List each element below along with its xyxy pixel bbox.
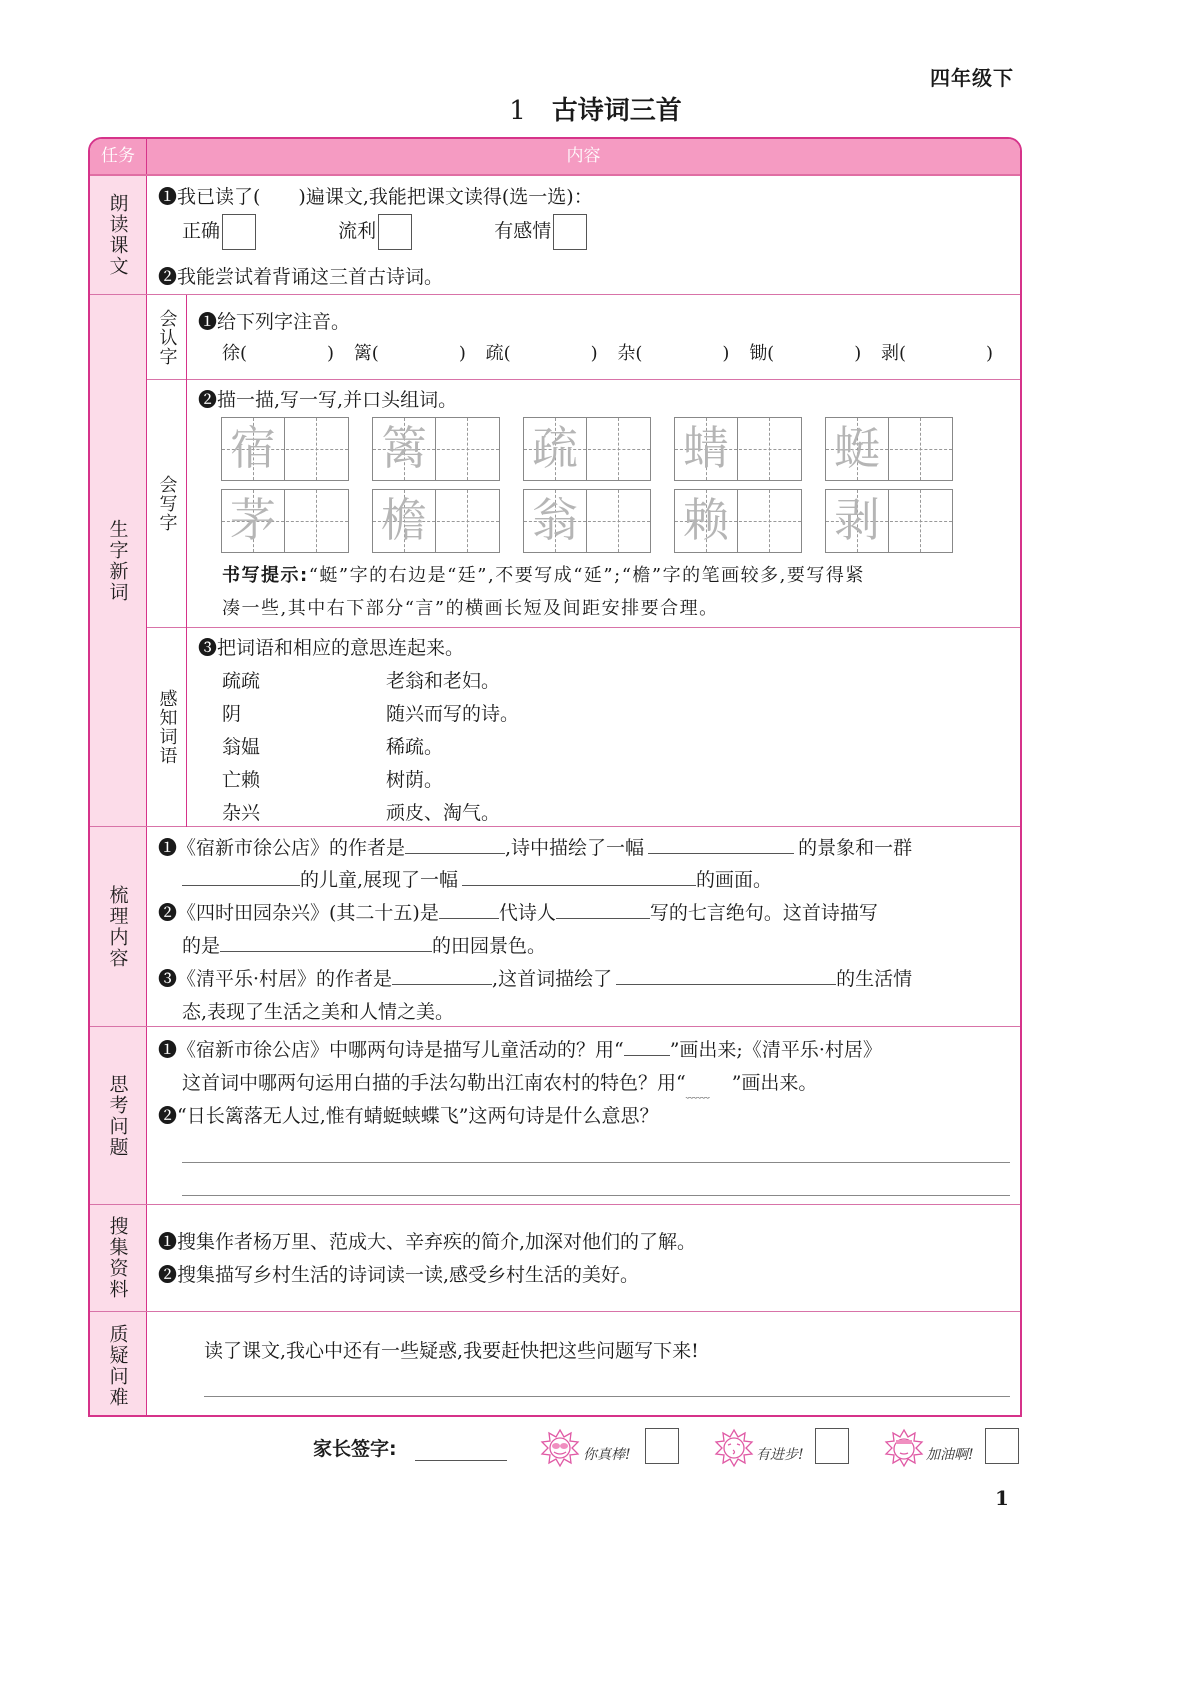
stamp-checkbox-progress[interactable] xyxy=(815,1428,849,1464)
writing-grid[interactable]: 赖 xyxy=(674,489,802,553)
option-emotion-label: 有感情 xyxy=(494,220,552,242)
row-collect xyxy=(90,1205,1020,1312)
reading-q2: ❷我能尝试着背诵这三首古诗词。 xyxy=(158,266,444,288)
answer-blank[interactable] xyxy=(556,899,650,919)
lesson-title-text: 古诗词三首 xyxy=(551,96,682,126)
writing-grid[interactable]: 茅 xyxy=(221,489,349,553)
label-collect: 搜集资料 xyxy=(90,1205,147,1311)
label-new-words: 生字新词 xyxy=(90,295,147,826)
label-sort-content: 梳理内容 xyxy=(90,827,147,1026)
collect-q1: ❶搜集作者杨万里、范成大、辛弃疾的简介,加深对他们的了解。 xyxy=(158,1231,697,1253)
recognize-chars: 徐( ) 篱( ) 疏( ) 杂( ) 锄( ) 剥( ) xyxy=(222,343,994,364)
writing-grid[interactable]: 篱 xyxy=(372,417,500,481)
underline-sample xyxy=(624,1036,670,1056)
write-prompt: ❷描一描,写一写,并口头组词。 xyxy=(198,389,458,411)
meaning-item[interactable]: 顽皮、淘气。 xyxy=(386,802,501,824)
row-sort-content xyxy=(90,827,1020,1027)
think-q1-line2: 这首词中哪两句运用白描的手法勾勒出江南农村的特色？用“﹏﹏ ”画出来。 xyxy=(182,1072,818,1100)
answer-blank[interactable] xyxy=(182,866,300,886)
stamp-checkbox-cheer[interactable] xyxy=(985,1428,1019,1464)
sun-cap-icon xyxy=(884,1428,924,1468)
stamp-checkbox-great[interactable] xyxy=(645,1428,679,1464)
writing-grid[interactable]: 疏 xyxy=(523,417,651,481)
word-item[interactable]: 翁媪 xyxy=(222,736,261,758)
option-correct-checkbox[interactable] xyxy=(222,214,256,250)
meaning-item[interactable]: 稀疏。 xyxy=(386,736,444,758)
label-think: 思考问题 xyxy=(90,1027,147,1204)
stamp-label-progress: 有进步! xyxy=(756,1447,804,1463)
reading-options xyxy=(182,214,587,250)
reading-q1: ❶我已读了( )遍课文,我能把课文读得(选一选)： xyxy=(158,186,593,208)
sun-sunglasses-icon xyxy=(540,1428,580,1468)
option-emotion-checkbox[interactable] xyxy=(553,214,587,250)
writing-grid[interactable]: 翁 xyxy=(523,489,651,553)
answer-blank[interactable] xyxy=(616,965,836,985)
answer-blank[interactable] xyxy=(462,866,696,886)
writing-grid[interactable]: 剥 xyxy=(825,489,953,553)
answer-blank[interactable] xyxy=(405,834,505,854)
row-think xyxy=(90,1027,1020,1205)
lesson-title xyxy=(0,90,1191,127)
word-item[interactable]: 疏疏 xyxy=(222,670,261,692)
row-reading xyxy=(90,176,1020,295)
lesson-number: 1 xyxy=(509,96,526,126)
answer-blank[interactable] xyxy=(648,834,794,854)
label-perceive: 感知词语 xyxy=(147,627,187,827)
task-table xyxy=(88,137,1022,1417)
label-reading: 朗读课文 xyxy=(90,176,147,294)
writing-grid[interactable]: 宿 xyxy=(221,417,349,481)
stamp-label-great: 你真棒! xyxy=(583,1447,631,1463)
table-header xyxy=(90,139,1020,176)
label-recognize: 会认字 xyxy=(147,295,187,379)
parent-signature-line[interactable] xyxy=(415,1460,507,1461)
meaning-item[interactable]: 树荫。 xyxy=(386,769,444,791)
meaning-item[interactable]: 随兴而写的诗。 xyxy=(386,703,520,725)
meaning-item[interactable]: 老翁和老妇。 xyxy=(386,670,501,692)
answer-blank[interactable] xyxy=(439,899,499,919)
row-new-words xyxy=(90,295,1020,827)
word-item[interactable]: 亡赖 xyxy=(222,769,261,791)
divider xyxy=(147,627,1020,628)
answer-line[interactable] xyxy=(204,1396,1010,1397)
header-task: 任务 xyxy=(90,139,147,174)
word-item[interactable]: 阴 xyxy=(222,703,242,725)
label-write: 会写字 xyxy=(147,379,187,627)
stamp-label-cheer: 加油啊! xyxy=(926,1447,974,1463)
think-q1-line1: ❶《宿新市徐公店》中哪两句诗是描写儿童活动的？用“ ”画出来;《清平乐·村居》 xyxy=(158,1035,882,1062)
sun-kiss-icon xyxy=(714,1428,754,1468)
sort-q1-line2: 的儿童,展现了一幅 的画面。 xyxy=(182,865,772,892)
label-question: 质疑问难 xyxy=(90,1312,147,1417)
question-prompt: 读了课文,我心中还有一些疑惑,我要赶快把这些问题写下来! xyxy=(204,1340,699,1362)
answer-blank[interactable] xyxy=(392,965,492,985)
row-question xyxy=(90,1312,1020,1417)
sort-q3-line2: 态,表现了生活之美和人情之美。 xyxy=(182,1001,455,1023)
writing-grid[interactable]: 蜻 xyxy=(674,417,802,481)
wavy-underline-sample: ﹏﹏ xyxy=(685,1086,710,1100)
sort-q3-line1: ❸《清平乐·村居》的作者是 ,这首词描绘了 的生活情 xyxy=(158,964,912,991)
sort-q2-line2: 的是 的田园景色。 xyxy=(182,931,546,958)
answer-blank[interactable] xyxy=(220,932,432,952)
option-fluent-checkbox[interactable] xyxy=(378,214,412,250)
writing-tip-line2: 凑一些,其中右下部分“言”的横画长短及间距安排要合理。 xyxy=(222,598,719,619)
page-number: 1 xyxy=(995,1486,1009,1510)
collect-q2: ❷搜集描写乡村生活的诗词读一读,感受乡村生活的美好。 xyxy=(158,1264,640,1286)
writing-grid[interactable]: 檐 xyxy=(372,489,500,553)
writing-grid[interactable]: 蜓 xyxy=(825,417,953,481)
header-content: 内容 xyxy=(566,146,601,166)
option-correct-label: 正确 xyxy=(182,220,221,242)
answer-line[interactable] xyxy=(182,1162,1010,1163)
recognize-prompt: ❶给下列字注音。 xyxy=(198,311,351,333)
think-q2: ❷“日长篱落无人过,惟有蜻蜓蛱蝶飞”这两句诗是什么意思？ xyxy=(158,1105,659,1127)
grade-label: 四年级下 xyxy=(930,66,1014,90)
sort-q1-line1: ❶《宿新市徐公店》的作者是 ,诗中描绘了一幅 的景象和一群 xyxy=(158,833,912,860)
divider xyxy=(147,379,1020,380)
sort-q2-line1: ❷《四时田园杂兴》(其二十五)是 代诗人 写的七言绝句。这首诗描写 xyxy=(158,898,878,925)
word-item[interactable]: 杂兴 xyxy=(222,802,261,824)
writing-tip-line1: 书写提示:“蜓”字的右边是“廷”,不要写成“延”;“檐”字的笔画较多,要写得紧 xyxy=(222,565,865,586)
answer-line[interactable] xyxy=(182,1195,1010,1196)
option-fluent-label: 流利 xyxy=(338,220,377,242)
tip-label: 书写提示: xyxy=(222,565,309,586)
parent-signature-label: 家长签字: xyxy=(313,1438,397,1460)
perceive-prompt: ❸把词语和相应的意思连起来。 xyxy=(198,637,465,659)
